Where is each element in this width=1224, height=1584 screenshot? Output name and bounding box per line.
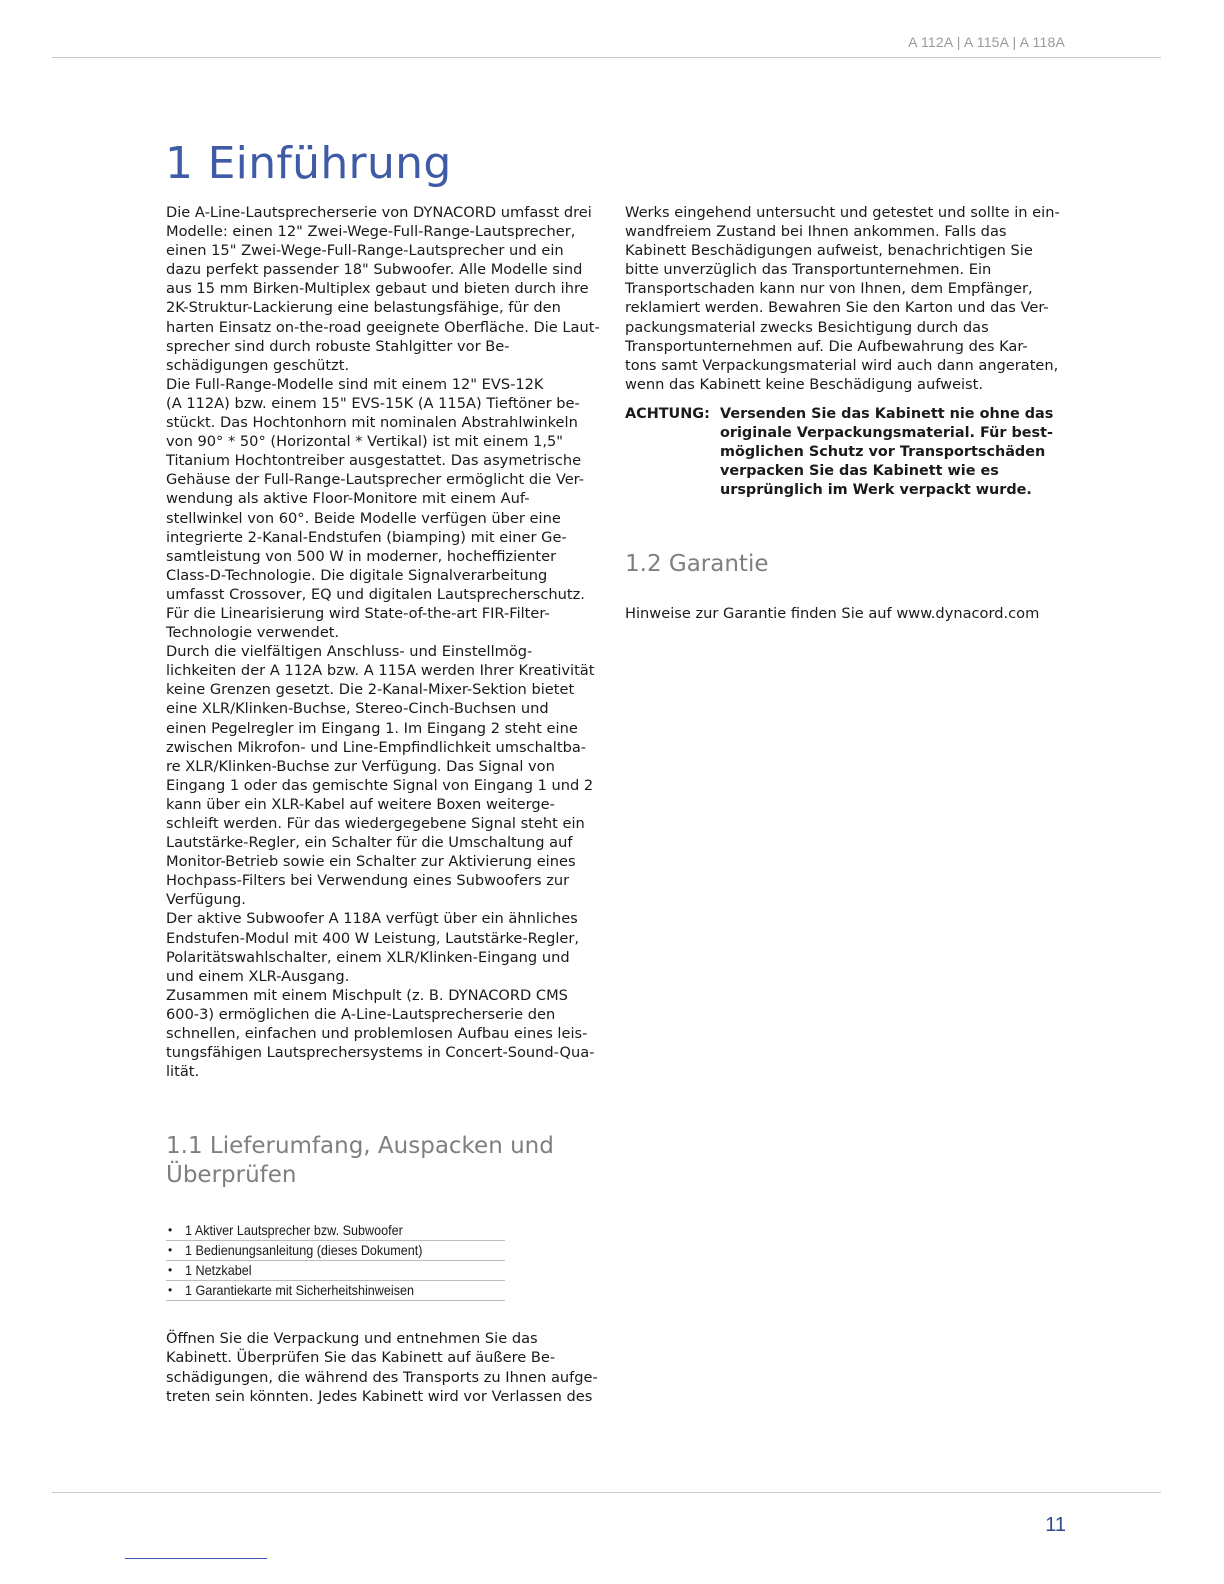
list-item: • 1 Netzkabel <box>166 1261 505 1281</box>
header-model-names: A 112A | A 115A | A 118A <box>908 34 1065 50</box>
warranty-paragraph: Hinweise zur Garantie finden Sie auf www.dynacord.com <box>625 605 1040 623</box>
footer-divider <box>52 1492 1161 1493</box>
page-number: 11 <box>1045 1514 1066 1536</box>
bullet-icon: • <box>168 1223 173 1238</box>
header-divider <box>52 57 1161 58</box>
bullet-icon: • <box>168 1283 173 1298</box>
caution-label: ACHTUNG: <box>625 405 710 422</box>
bullet-icon: • <box>168 1243 173 1258</box>
intro-paragraph-1: Die A-Line-Lautsprecherserie von DYNACORD umfasst drei Modelle: einen 12" Zwei-Wege-Full-Range-Lautsprecher, einen 15" Zwei-Wege-Full-Range-Lautsprecher und ein dazu perfekt passender 18" Subwoofer. Alle Modelle sind aus 15 mm Birken-Multiplex gebaut und bieten durch ihre 2K-Struktur-Lackierung eine belastungsfähige, für den harten Einsatz on-the-road geeignete Oberfläche. Die Laut- sprecher sind durch robuste Stahlgitter vor Be- schädigungen geschützt. <box>166 204 600 374</box>
section-title-warranty: 1.2 Garantie <box>625 551 769 578</box>
list-item: • 1 Bedienungsanleitung (dieses Dokument) <box>166 1241 505 1261</box>
scope-of-delivery-list <box>166 1221 505 1301</box>
intro-paragraph-3: Durch die vielfältigen Anschluss- und Einstellmög- lichkeiten der A 112A bzw. A 115A werden Ihrer Kreativität keine Grenzen gesetzt. Die 2-Kanal-Mixer-Sektion bietet eine XLR/Klinken-Buchse, Stereo-Cinch-Buchsen und einen Pegelregler im Eingang 1. Im Eingang 2 steht eine zwischen Mikrofon- und Line-Empfindlichkeit umschaltba- re XLR/Klinken-Buchse zur Verfügung. Das Signal von Eingang 1 oder das gemischte Signal von Eingang 1 und 2 kann über ein XLR-Kabel auf weitere Boxen weiterge- schleift werden. Für das wiedergegebene Signal steht ein Lautstärke-Regler, ein Schalter für die Umschaltung auf Monitor-Betrieb sowie ein Schalter zur Aktivierung eines Hochpass-Filters bei Verwendung eines Subwoofers zur Verfügung. <box>166 643 595 909</box>
caution-text: Versenden Sie das Kabinett nie ohne das originale Verpackungsmaterial. Für best- möglichen Schutz vor Transportschäden verpacken Sie das Kabinett wie es ursprünglich im Werk verpackt wurde. <box>720 405 1054 499</box>
section-title-scope-of-delivery: 1.1 Lieferumfang, Auspacken und Überprüfen <box>166 1133 554 1189</box>
footer-accent-line <box>125 1558 267 1559</box>
intro-paragraph-2: Die Full-Range-Modelle sind mit einem 12" EVS-12K (A 112A) bzw. einem 15" EVS-15K (A 115A) Tieftöner be- stückt. Das Hochtonhorn mit nominalen Abstrahlwinkeln von 90° * 50° (Horizontal * Vertikal) ist mit einem 1,5" Titanium Hochtontreiber ausgestattet. Das asymetrische Gehäuse der Full-Range-Lautsprecher ermöglicht die Ver- wendung als aktive Floor-Monitore mit einem Auf- stellwinkel von 60°. Beide Modelle verfügen über eine integrierte 2-Kanal-Endstufen (biamping) mit einer Ge- samtleistung von 500 W in moderner, hocheffizienter Class-D-Technologie. Die digitale Signalverarbeitung umfasst Crossover, EQ und digitalen Lautsprecherschutz. Für die Linearisierung wird State-of-the-art FIR-Filter- Technologie verwendet. <box>166 375 585 642</box>
unpacking-paragraph-continued: Werks eingehend untersucht und getestet und sollte in ein- wandfreiem Zustand bei Ihnen ankommen. Falls das Kabinett Beschädigungen aufweist, benachrichtigen Sie bitte unverzüglich das Transportunternehmen. Ein Transportschaden kann nur von Ihnen, dem Empfänger, reklamiert werden. Bewahren Sie den Karton und das Ver- packungsmaterial zwecks Besichtigung durch das Transportunternehmen auf. Die Aufbewahrung des Kar- tons samt Verpackungsmaterial wird auch dann angeraten, wenn das Kabinett keine Beschädigung aufweist. <box>625 204 1060 393</box>
list-item: • 1 Garantiekarte mit Sicherheitshinweisen <box>166 1281 505 1301</box>
right-column <box>625 203 1070 624</box>
list-item: • 1 Aktiver Lautsprecher bzw. Subwoofer <box>166 1221 505 1241</box>
caution-note <box>625 405 1070 500</box>
chapter-title: 1 Einführung <box>165 138 452 189</box>
bullet-icon: • <box>168 1263 173 1278</box>
intro-paragraph-5: Zusammen mit einem Mischpult (z. B. DYNACORD CMS 600-3) ermöglichen die A-Line-Lautsprecherserie den schnellen, einfachen und problemlosen Aufbau eines leis- tungsfähigen Lautsprechersystems in Concert-Sound-Qua- lität. <box>166 986 595 1081</box>
unpacking-paragraph: Öffnen Sie die Verpackung und entnehmen Sie das Kabinett. Überprüfen Sie das Kabinett auf äußere Be- schädigungen, die während des Transports zu Ihnen aufge- treten sein könnten. Jedes Kabinett wird vor Verlassen des <box>166 1330 598 1405</box>
left-column <box>166 203 611 1406</box>
intro-paragraph-4: Der aktive Subwoofer A 118A verfügt über ein ähnliches Endstufen-Modul mit 400 W Leistung, Lautstärke-Regler, Polaritätswahlschalter, einem XLR/Klinken-Eingang und und einem XLR-Ausgang. <box>166 910 580 985</box>
